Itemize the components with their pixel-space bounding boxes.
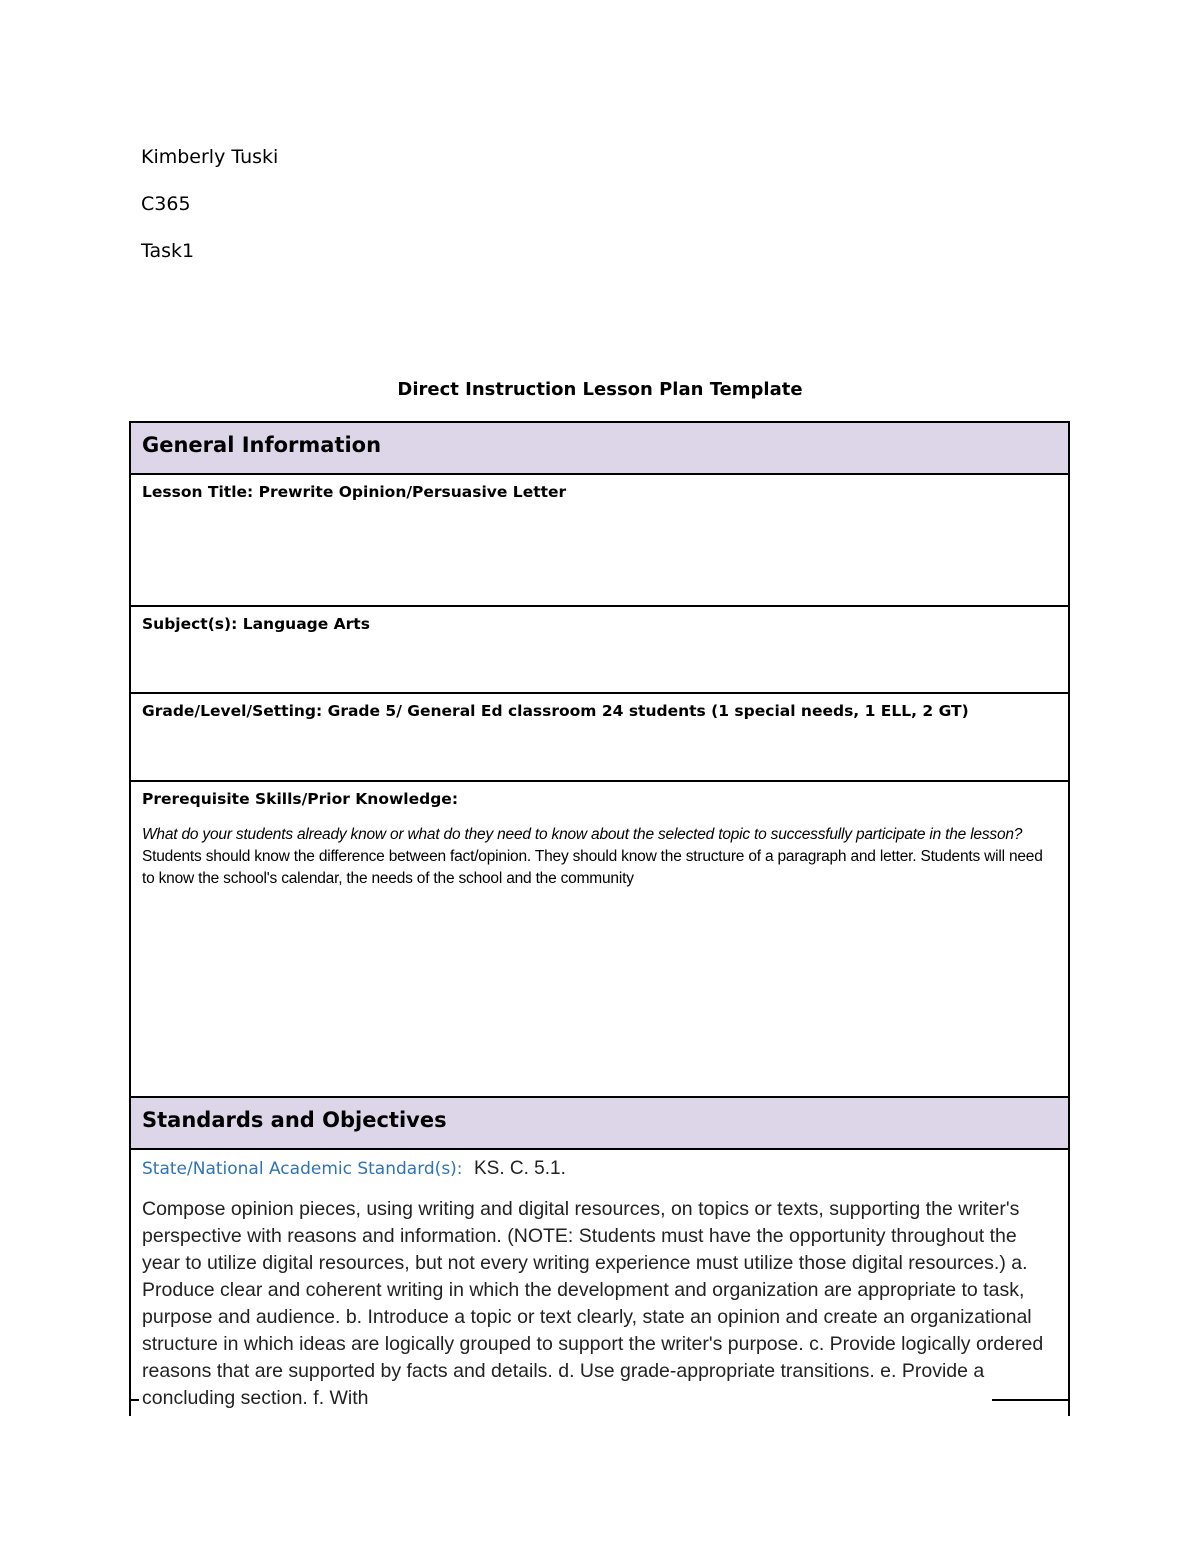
standard-heading: [142, 1154, 1057, 1184]
author-header: [141, 142, 278, 283]
subjects: Subject(s): Language Arts: [142, 615, 370, 633]
lesson-plan-table: [129, 421, 1070, 1416]
task-label: Task1: [141, 240, 195, 262]
edge-segment-right: [992, 1399, 1070, 1401]
lesson-title: Lesson Title: Prewrite Opinion/Persuasive Letter: [142, 483, 567, 501]
grade-level-cell: [131, 694, 1068, 782]
author-name: Kimberly Tuski: [141, 146, 279, 168]
general-information-header: [131, 423, 1068, 475]
general-information-title: General Information: [142, 433, 382, 457]
prerequisite-cell: [131, 782, 1068, 1098]
subjects-cell: [131, 607, 1068, 694]
prerequisite-answer: Students should know the difference between fact/opinion. They should know the structure of a paragraph and letter. Students will need to know the school's calendar, the needs of the school and the community: [142, 848, 1043, 887]
standard-code: KS. C. 5.1.: [474, 1158, 566, 1179]
standards-objectives-header: [131, 1098, 1068, 1150]
standards-cell: [131, 1150, 1068, 1416]
course-code: C365: [141, 193, 191, 215]
prerequisite-label: Prerequisite Skills/Prior Knowledge:: [142, 790, 459, 808]
standard-text: Compose opinion pieces, using writing and digital resources, on topics or texts, supporting the writer's perspective with reasons and information. (NOTE: Students must have the opportunity throughout the year to utilize digital resources, but not every writing experience must utilize those digital resources.) a. Produce clear and coherent writing in which the development and organization are appropriate to task, purpose and audience. b. Introduce a topic or text clearly, state an opinion and create an organizational structure in which ideas are logically grouped to support the writer's purpose. c. Provide logically ordered reasons that are supported by facts and details. d. Use grade-appropriate transitions. e. Provide a concluding section. f. With: [142, 1198, 1044, 1409]
prerequisite-question: What do your students already know or what do they need to know about the selected topic to successfully participate in the lesson?: [142, 826, 1023, 843]
page-break-edge: [129, 1399, 1070, 1401]
lesson-title-cell: [131, 475, 1068, 607]
standards-objectives-title: Standards and Objectives: [142, 1108, 447, 1132]
prerequisite-text: [142, 824, 1057, 890]
standard-label: State/National Academic Standard(s):: [142, 1159, 463, 1179]
document-title: Direct Instruction Lesson Plan Template: [397, 379, 803, 400]
edge-segment-left: [129, 1399, 139, 1401]
grade-level-setting: Grade/Level/Setting: Grade 5/ General Ed classroom 24 students (1 special needs, 1 ELL, 2 GT): [142, 702, 969, 720]
